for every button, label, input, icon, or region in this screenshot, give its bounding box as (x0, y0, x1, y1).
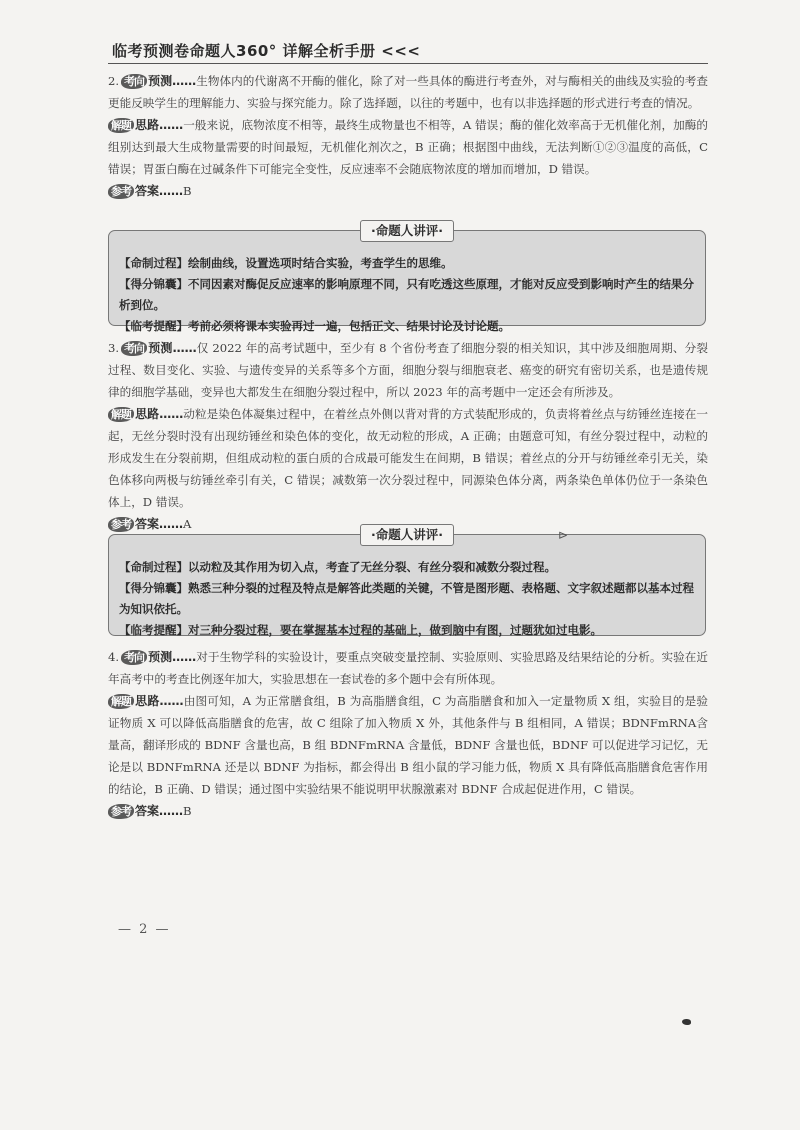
commentary-title: ·命题人讲评· (360, 220, 454, 242)
answer-text: B (183, 804, 192, 818)
forecast-label: 预测…… (148, 650, 197, 664)
analysis-paragraph (108, 114, 708, 180)
stray-mark-icon: ⊳ (558, 528, 569, 542)
analysis-label: 思路…… (135, 407, 184, 421)
analysis-text: 由图可知，A 为正常膳食组，B 为高脂膳食组，C 为高脂膳食和加入一定量物质 X 组，实验目的是验证物质 X 可以降低高脂膳食的危害，故 C 组除了加入物质 X 外，其他条件与 B 组相同，A 错误；BDNFmRNA含量高，翻译形成的 BDNF 含量也高，B 组 BDNFmRNA 含量低，BDNF 含量也低，BDNF 可以促进学习记忆，无论是以 BDNFmRNA 还是以 BDNF 为指标，都会得出 B 组小鼠的学习能力低，物质 X 具有降低高脂膳食危害作用的结论，B 正确、D 错误；通过图中实验结果不能说明甲状腺激素对 BDNF 合成起促进作用，C 错误。 (108, 694, 708, 796)
forecast-paragraph (108, 646, 708, 690)
analysis-badge: 解题 (108, 407, 134, 422)
running-header-title: 临考预测卷命题人360° 详解全析手册 <<< (112, 42, 421, 60)
commentary-line: 【命制过程】以动粒及其作用为切入点，考查了无丝分裂、有丝分裂和减数分裂过程。 (119, 560, 556, 574)
answer-label: 答案…… (135, 517, 184, 531)
analysis-text: 一般来说，底物浓度不相等，最终生成物量也不相等，A 错误；酶的催化效率高于无机催化剂，加酶的组别达到最大生成物量需要的时间最短，无机催化剂次之，B 正确；根据图中曲线，无法判断①②③温度的高低，C 错误；胃蛋白酶在过碱条件下可能完全变性，反应速率不会随底物浓度的增加而增加，D 错误。 (108, 118, 708, 176)
commentary-line: 【临考提醒】对三种分裂过程，要在掌握基本过程的基础上，做到脑中有图，过题犹如过电影。 (119, 623, 602, 637)
question-number: 4. (108, 650, 120, 664)
analysis-paragraph (108, 403, 708, 513)
question-block-3 (108, 337, 708, 535)
answer-badge: 参考 (108, 804, 134, 819)
commentary-line: 【得分锦囊】不同因素对酶促反应速率的影响原理不同，只有吃透这些原理，才能对反应受到影响时产生的结果分析到位。 (119, 277, 694, 312)
forecast-label: 预测…… (148, 341, 197, 355)
page-number: — 2 — (118, 922, 171, 937)
answer-paragraph (108, 800, 708, 822)
forecast-paragraph (108, 70, 708, 114)
commentary-box-1 (108, 223, 706, 333)
forecast-text: 仅 2022 年的高考试题中，至少有 8 个省份考查了细胞分裂的相关知识，其中涉及细胞周期、分裂过程、数目变化、实验、与遗传变异的关系等多个方面，细胞分裂与细胞衰老、癌变的研究有密切关系，也是遗传规律的细胞学基础，变异也大都发生在细胞分裂过程中，所以 2023 年的高考题中一定还会有所涉及。 (108, 341, 708, 399)
answer-label: 答案…… (135, 804, 184, 818)
answer-badge: 参考 (108, 184, 134, 199)
analysis-paragraph (108, 690, 708, 800)
commentary-title: ·命题人讲评· (360, 524, 454, 546)
forecast-paragraph (108, 337, 708, 403)
commentary-line: 【命制过程】绘制曲线，设置选项时结合实验，考查学生的思维。 (119, 256, 453, 270)
forecast-label: 预测…… (148, 74, 197, 88)
commentary-line: 【得分锦囊】熟悉三种分裂的过程及特点是解答此类题的关键，不管是图形题、表格题、文字叙述题都以基本过程为知识依托。 (119, 581, 694, 616)
question-block-4 (108, 646, 708, 822)
answer-text: B (183, 184, 192, 198)
commentary-line: 【临考提醒】考前必须将课本实验再过一遍，包括正文、结果讨论及讨论题。 (119, 319, 510, 333)
answer-label: 答案…… (135, 184, 184, 198)
header-rule (108, 63, 708, 64)
answer-badge: 参考 (108, 517, 134, 532)
analysis-badge: 解题 (108, 694, 134, 709)
forecast-badge: 考向 (121, 341, 147, 356)
analysis-label: 思路…… (135, 118, 184, 132)
forecast-badge: 考向 (121, 650, 147, 665)
question-number: 3. (108, 341, 120, 355)
analysis-label: 思路…… (135, 694, 184, 708)
answer-paragraph (108, 180, 708, 202)
analysis-text: 动粒是染色体凝集过程中，在着丝点外侧以背对背的方式装配形成的，负责将着丝点与纺锤丝连接在一起，无丝分裂时没有出现纺锤丝和染色体的变化，故无动粒的形成，A 正确；由题意可知，有丝分裂过程中，动粒的形成发生在分裂前期，但组成动粒的蛋白质的合成最可能发生在间期，B 错误；着丝点的分开与纺锤丝牵引无关，染色体移向两极与纺锤丝牵引有关，C 错误；减数第一次分裂过程中，同源染色体分离，两条染色单体仍位于一条染色体上，D 错误。 (108, 407, 708, 509)
analysis-badge: 解题 (108, 118, 134, 133)
answer-text: A (183, 517, 192, 531)
forecast-badge: 考向 (121, 74, 147, 89)
forecast-text: 对于生物学科的实验设计，要重点突破变量控制、实验原则、实验思路及结果结论的分析。实验在近年高考中的考查比例逐年加大，实验思想在一套试卷的多个题中会有所体现。 (108, 650, 708, 686)
ink-spot (682, 1019, 691, 1025)
forecast-text: 生物体内的代谢离不开酶的催化，除了对一些具体的酶进行考查外，对与酶相关的曲线及实验的考查更能反映学生的理解能力、实验与探究能力。除了选择题，以往的考题中，也有以非选择题的形式进行考查的情况。 (108, 74, 708, 110)
commentary-box-2 (108, 527, 706, 637)
question-block-2 (108, 70, 708, 202)
question-number: 2. (108, 74, 120, 88)
